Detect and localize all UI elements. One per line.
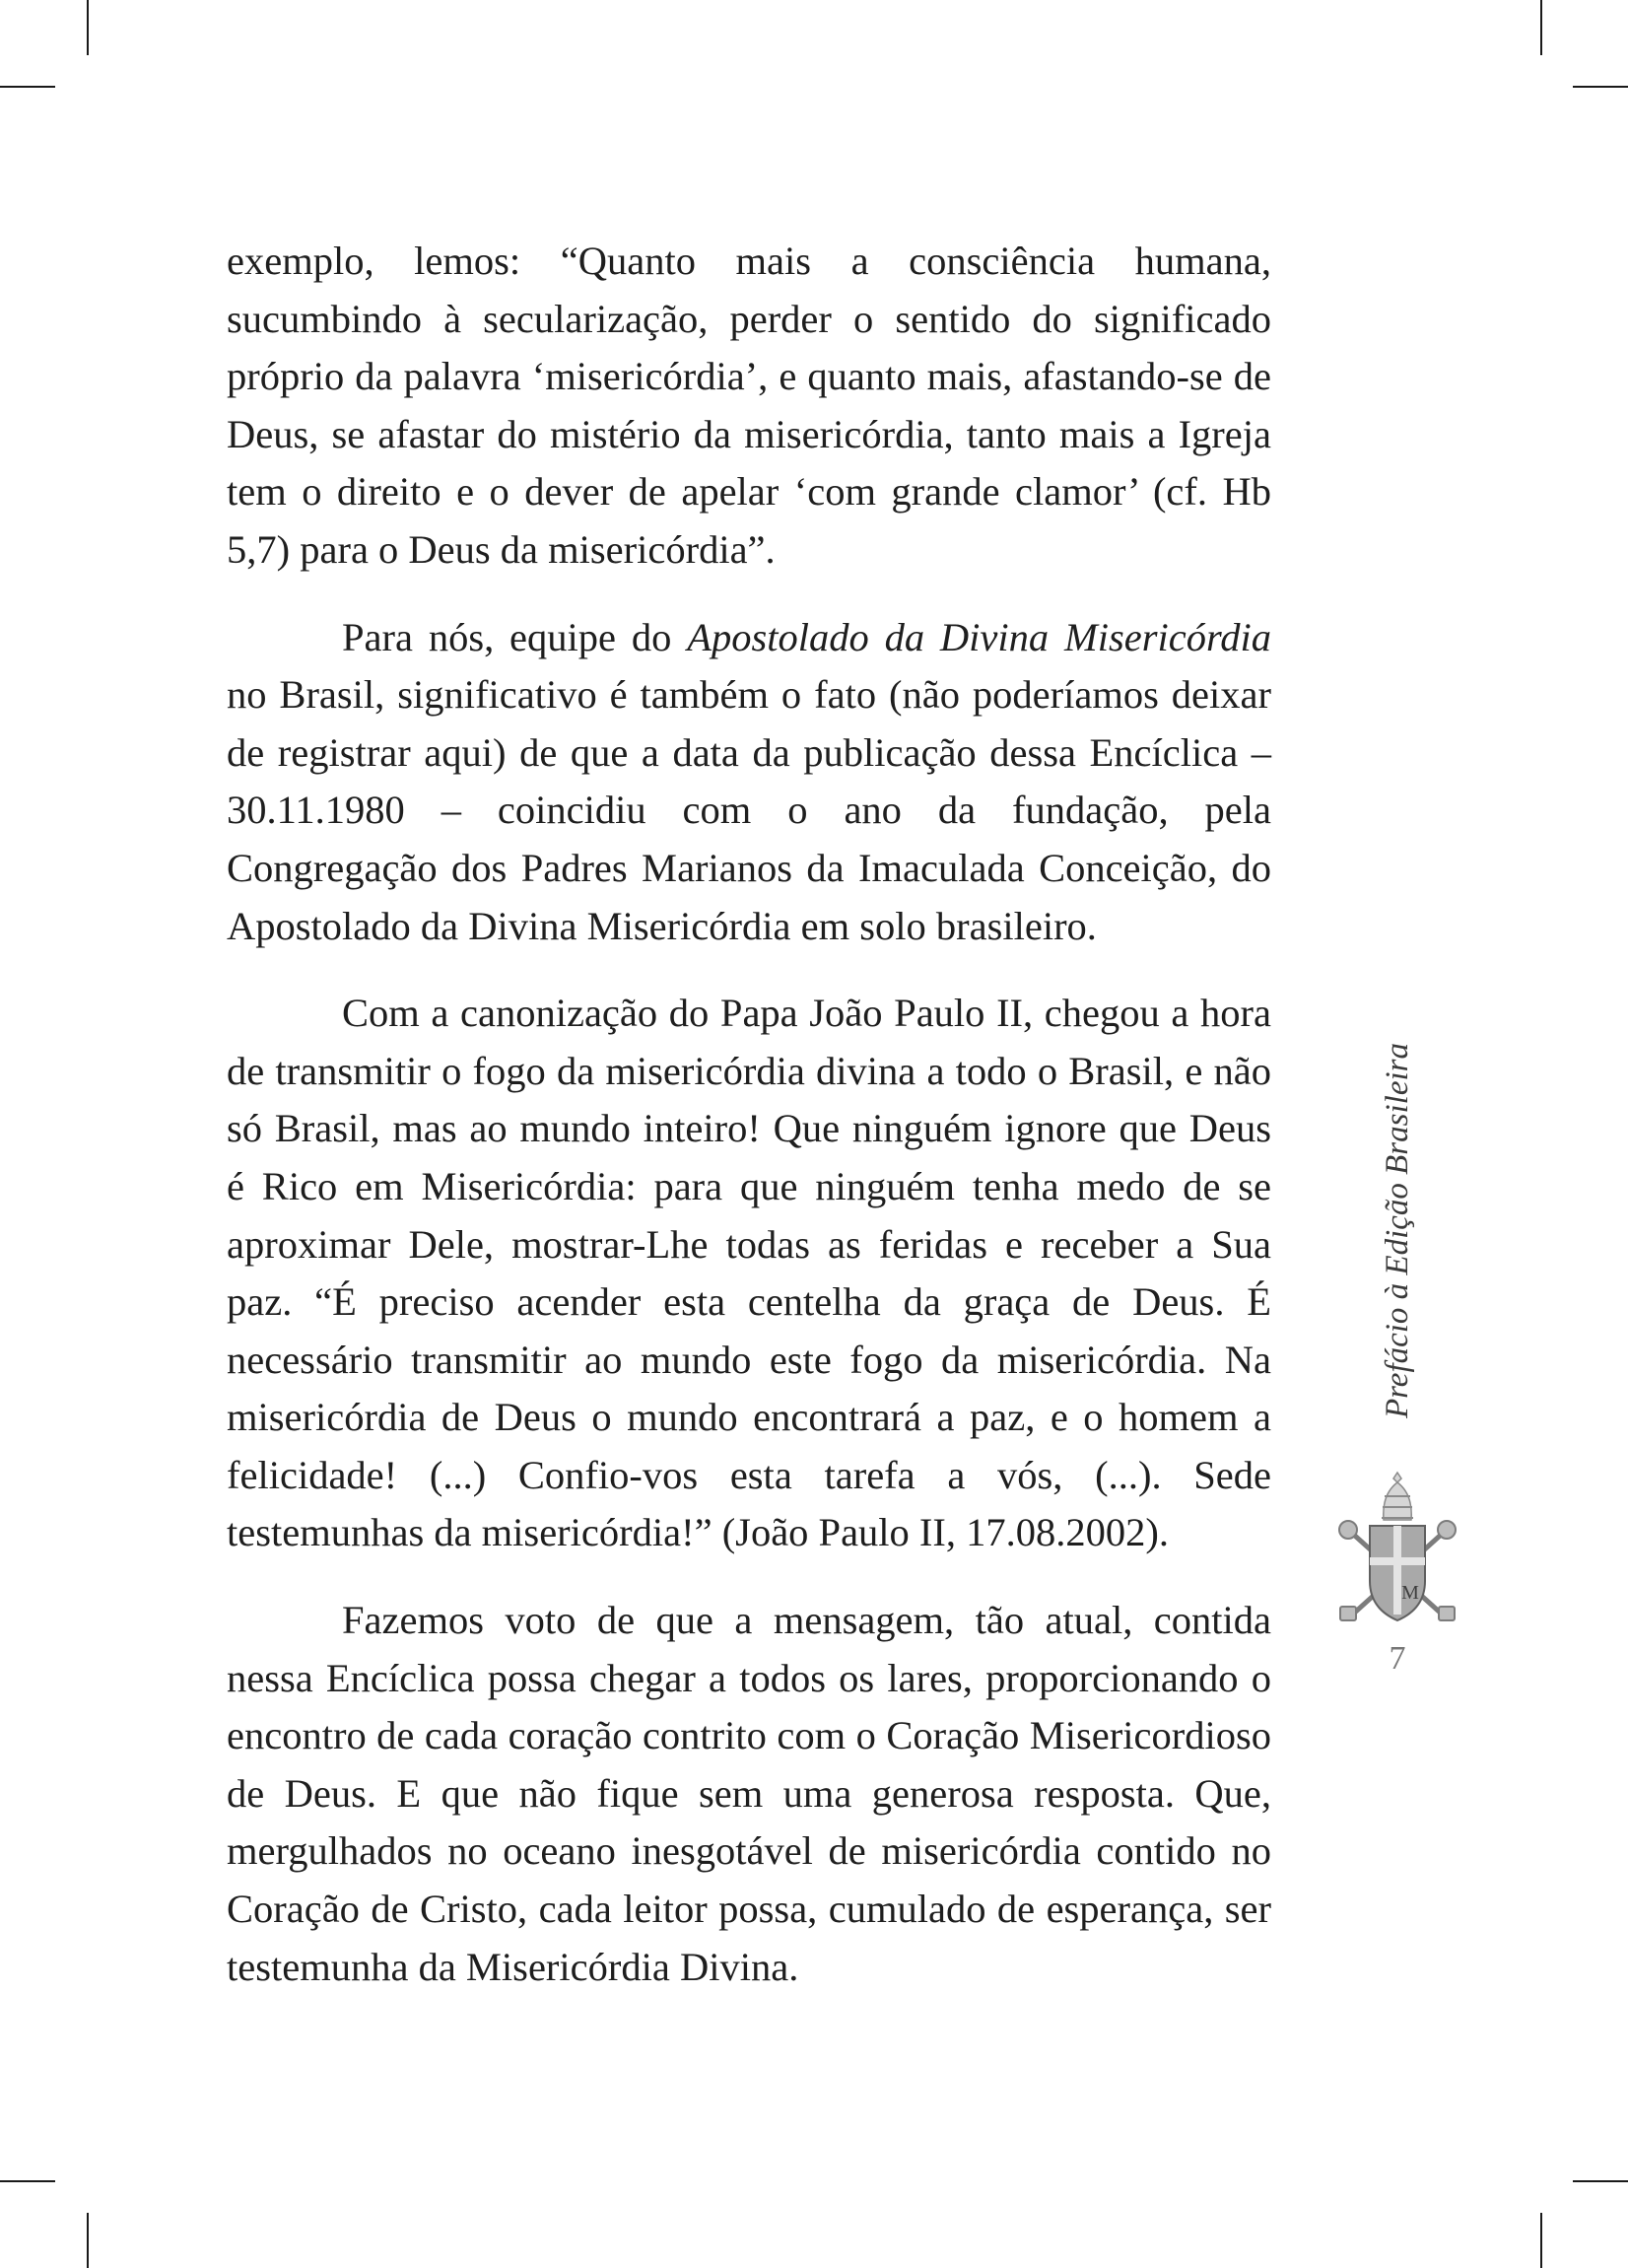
crop-mark-top-left-vertical	[87, 0, 89, 55]
crest-monogram: M	[1401, 1582, 1419, 1604]
paragraph-4: Fazemos voto de que a mensagem, tão atual, contida nessa Encíclica possa chegar a todos os lares, proporcionando o encontro de cada coração contrito com o Coração Misericordioso de Deus. E que não fique sem uma generosa resposta. Que, mergulhados no oceano inesgotável de misericórdia contido no Coração de Cristo, cada leitor possa, cumulado de esperança, ser testemunha da Misericórdia Divina.	[227, 1598, 1271, 1989]
crop-mark-bottom-left-horizontal	[0, 2180, 55, 2182]
crop-mark-top-right-horizontal	[1573, 86, 1628, 88]
papal-coat-of-arms-icon	[1336, 1471, 1458, 1634]
paragraph-1: exemplo, lemos: “Quanto mais a consciência humana, sucumbindo à secularização, perder o sentido do significado próprio da palavra ‘misericórdia’, e quanto mais, afastando-se de Deus, se afastar do mistério da misericórdia, tanto mais a Igreja tem o direito e o dever de apelar ‘com grande clamor’ (cf. Hb 5,7) para o Deus da misericórdia”.	[227, 239, 1271, 572]
paragraph-2-lead: Para nós, equipe do	[342, 614, 688, 659]
crop-mark-bottom-right-horizontal	[1573, 2180, 1628, 2182]
running-head	[1358, 1033, 1437, 1427]
page-number: 7	[1389, 1640, 1406, 1677]
running-head-text: Prefácio à Edição Brasileira	[1379, 1042, 1415, 1418]
crop-mark-bottom-left-vertical	[87, 2213, 89, 2268]
crop-mark-bottom-right-vertical	[1540, 2213, 1542, 2268]
paragraph-2	[227, 609, 1271, 956]
apostolate-name: Apostolado da Divina Misericórdia	[687, 614, 1271, 659]
crop-mark-top-left-horizontal	[0, 86, 55, 88]
paragraph-2-rest: no Brasil, significativo é também o fato (não poderíamos deixar de registrar aqui) de que a data da publicação dessa Encíclica – 30.11.1980 – coincidiu com o ano da fundação, pela Congregação dos Padres Marianos da Imaculada Conceição, do Apostolado da Divina Misericórdia em solo brasileiro.	[227, 672, 1271, 948]
paragraph-3: Com a canonização do Papa João Paulo II, chegou a hora de transmitir o fogo da misericórdia divina a todo o Brasil, e não só Brasil, mas ao mundo inteiro! Que ninguém ignore que Deus é Rico em Misericórdia: para que ninguém tenha medo de se aproximar Dele, mostrar-Lhe todas as feridas e receber a Sua paz. “É preciso acender esta centelha da graça de Deus. É necessário transmitir ao mundo este fogo da misericórdia. Na misericórdia de Deus o mundo encontrará a paz, e o homem a felicidade! (...) Confio-vos esta tarefa a vós, (...). Sede testemunhas da misericórdia!” (João Paulo II, 17.08.2002).	[227, 991, 1271, 1555]
crop-mark-top-right-vertical	[1540, 0, 1542, 55]
body-text	[227, 233, 1271, 2026]
